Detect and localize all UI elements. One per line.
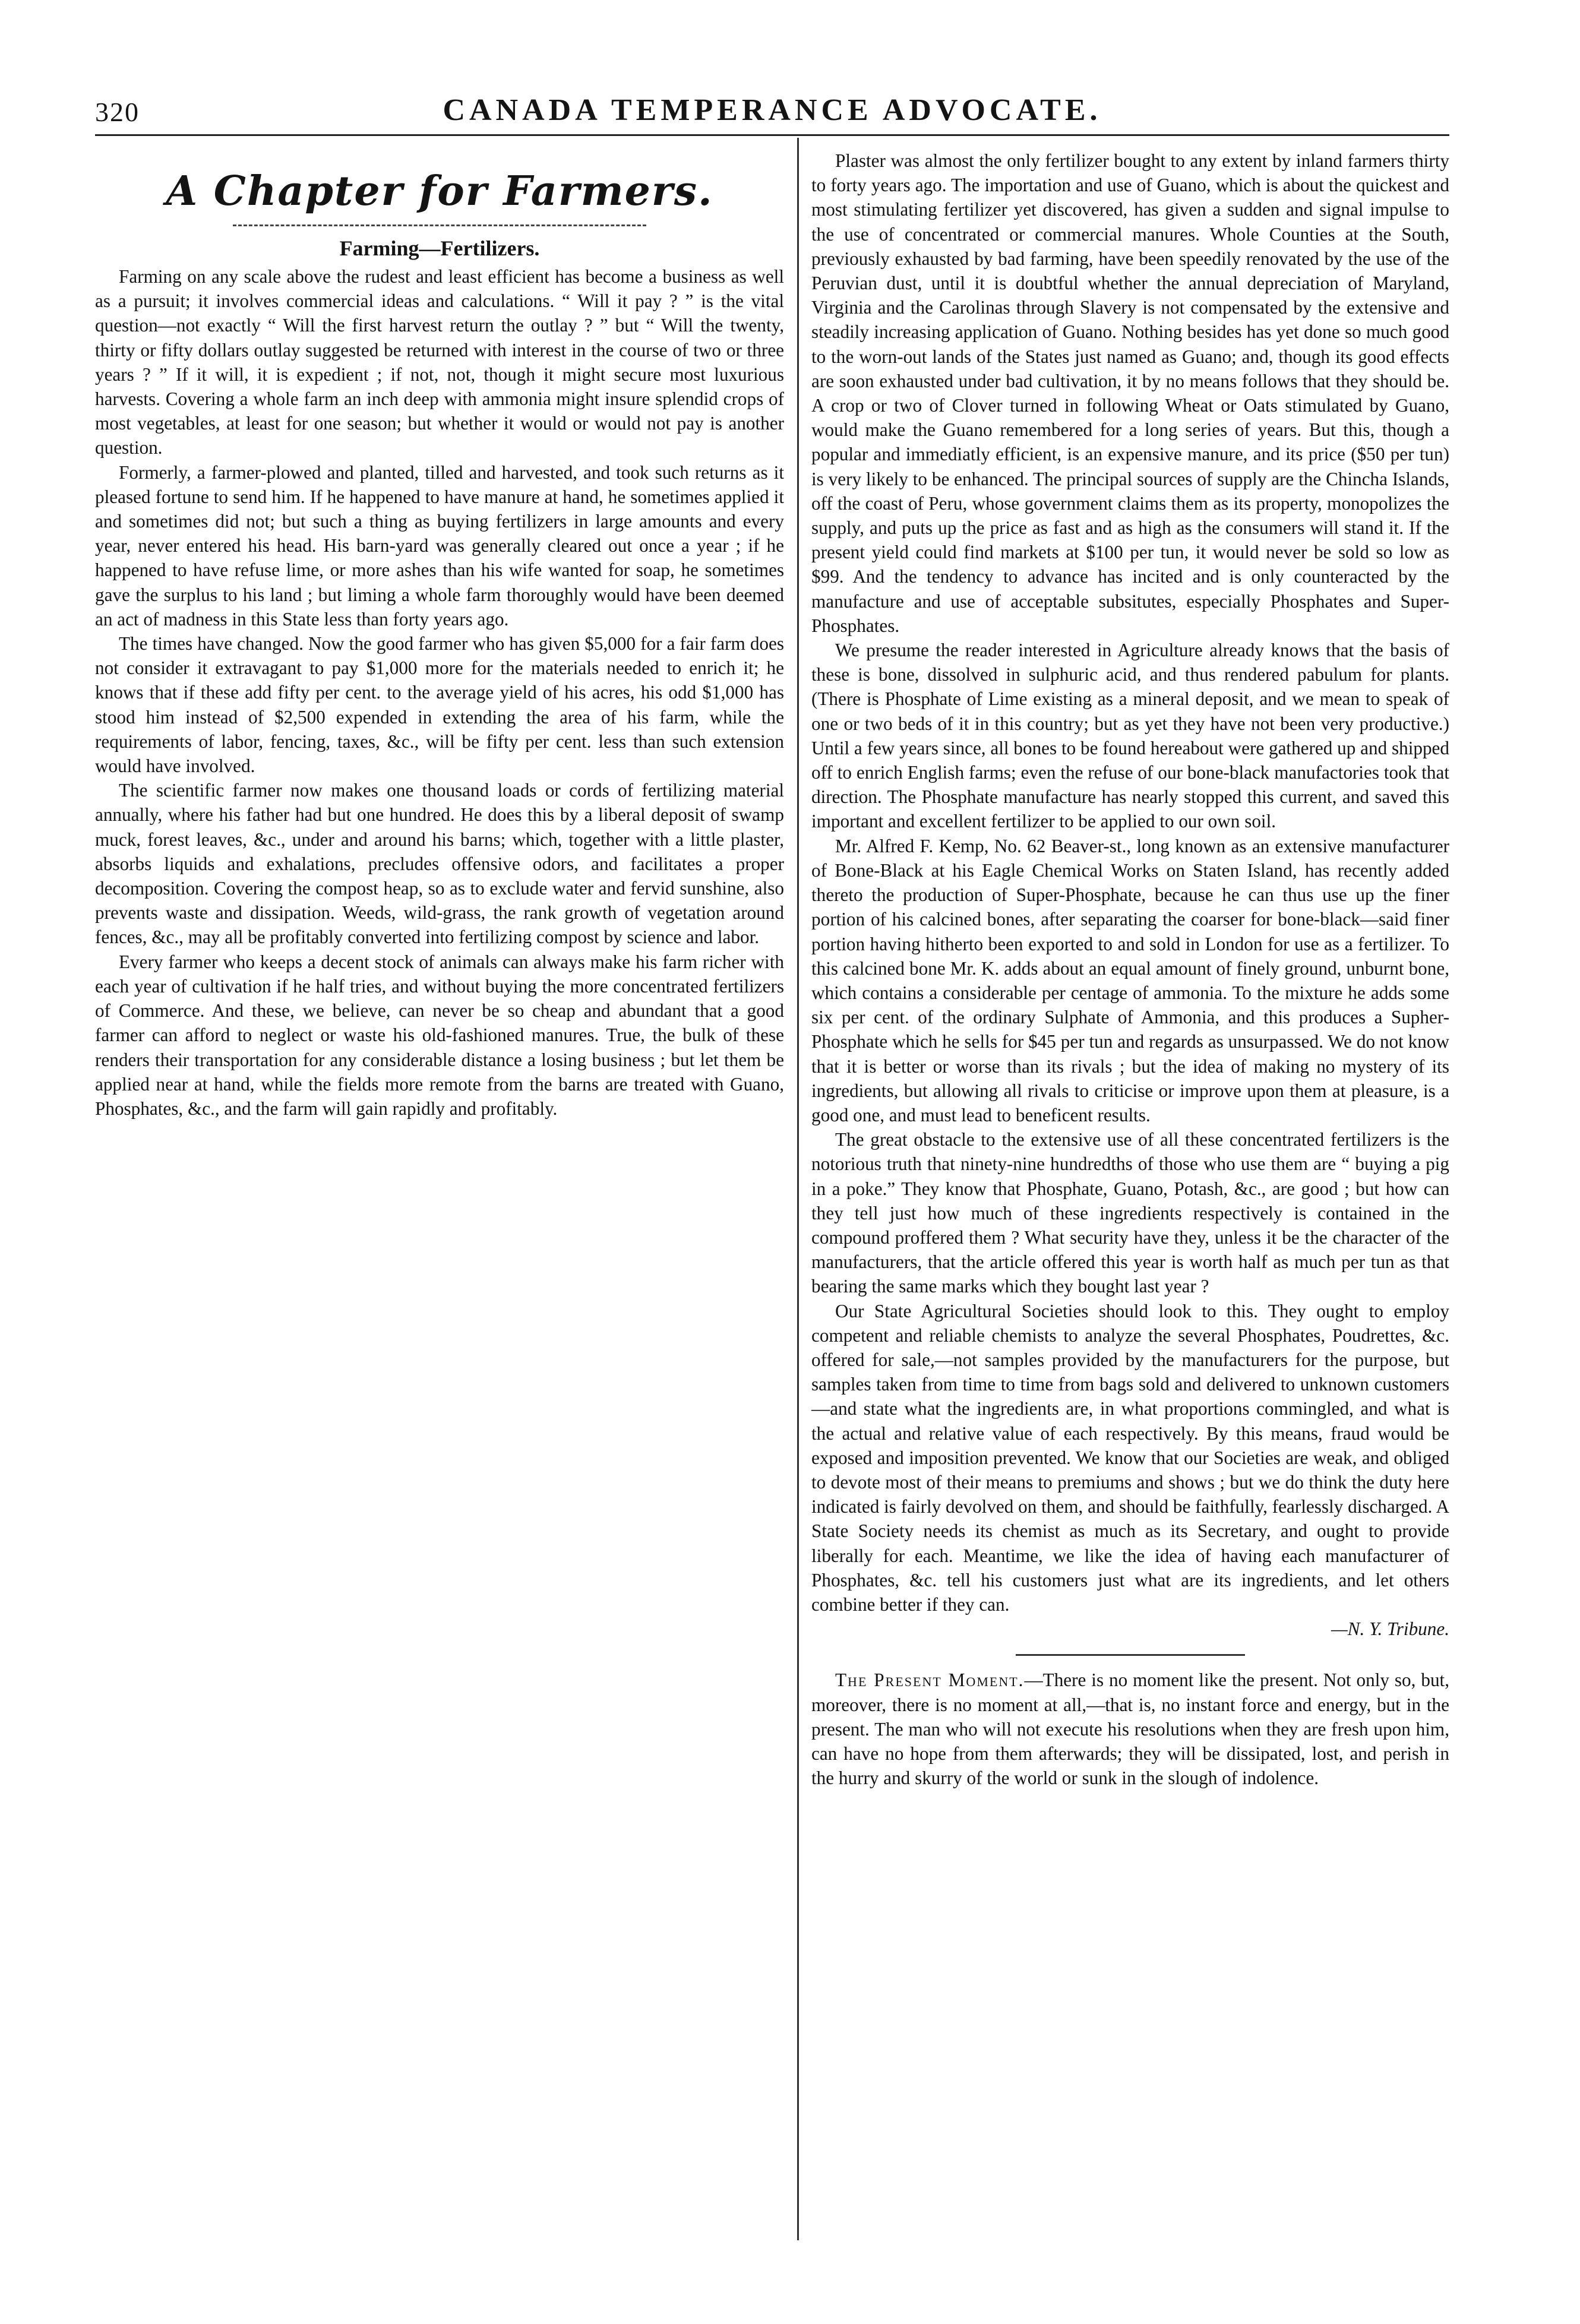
- column-divider: [797, 138, 799, 2240]
- publication-title: CANADA TEMPERANCE ADVOCATE.: [443, 93, 1102, 127]
- ornament-rule: [233, 225, 646, 226]
- article-paragraph: We presume the reader interested in Agriculture already knows that the basis of these is bone, dissolved in sulphuric acid, and thus rendered pabulum for plants. (There is Phosphate of Lime existing as a mineral deposit, and we mean to speak of one or two beds of it in this country; but as yet they have not been very productive.) Until a few years since, all bones to be found hereabout were gathered up and shipped off to enrich English farms; even the refuse of our bone-black manufactories took that direction. The Phosphate manufacture has nearly stopped this current, and saved this important and excellent fertilizer to be applied to our own soil.: [811, 640, 1449, 832]
- article-title: Farming—Fertilizers.: [339, 236, 540, 260]
- separator-rule: [1016, 1654, 1246, 1656]
- article-credit: —N. Y. Tribune.: [1331, 1618, 1449, 1640]
- header-rule: [95, 134, 1449, 136]
- snippet-lead: The Present Moment.: [835, 1670, 1025, 1691]
- article-paragraph: The great obstacle to the extensive use of all these concentrated fertilizers is the notorious truth that ninety-nine hundredths of those who use them are “ buying a pig in a poke.” They know that Phosphate, Guano, Potash, &c., are good ; but how can they tell just how much of these ingredients respectively is contained in the compound proffered them ? What security have they, unless it be the character of the manufacturers, that the article offered this year is worth half as much per tun as that bearing the same marks which they bought last year ?: [811, 1129, 1449, 1297]
- snippet-paragraph: [811, 1668, 1449, 1790]
- left-column: [95, 148, 784, 1121]
- article-paragraph: Formerly, a farmer-plowed and planted, tilled and harvested, and took such returns as it pleased fortune to send him. If he happened to have manure at hand, he sometimes applied it and sometimes did not; but such a thing as buying fertilizers in large amounts and every year, never entered his head. His barn-yard was generally cleared out once a year ; if he happened to have refuse lime, or more ashes than his wife wanted for soap, he sometimes gave the surplus to his land ; but liming a whole farm thoroughly would have been deemed an act of madness in this State less than forty years ago.: [95, 461, 784, 630]
- article-paragraph: The scientific farmer now makes one thousand loads or cords of fertilizing material annually, where his father had but one hundred. He does this by a liberal deposit of swamp muck, forest leaves, &c., under and around his barns; which, together with a little plaster, absorbs liquids and exhalations, precludes offensive odors, and facilitates a proper decomposition. Covering the compost heap, so as to exclude water and fervid sunshine, also prevents waste and dissipation. Weeds, wild-grass, the rank growth of vegetation around fences, &c., may all be profitably converted into fertilizing compost by science and labor.: [95, 780, 784, 948]
- article-paragraph: Farming on any scale above the rudest and least efficient has become a business as well as a pursuit; it involves commercial ideas and calculations. “ Will it pay ? ” is the vital question—not exactly “ Will the first harvest return the outlay ? ” but “ Will the twenty, thirty or fifty dollars outlay suggested be returned with interest in the course of two or three years ? ” If it will, it is expedient ; if not, not, though it might secure most luxurious harvests. Covering a whole farm an inch deep with ammonia might insure splendid crops of most vegetables, at least for one season; but whether it would or would not pay is another question.: [95, 266, 784, 459]
- article-paragraph: Every farmer who keeps a decent stock of animals can always make his farm richer with each year of cultivation if he half tries, and without buying the more concentrated fertilizers of Commerce. And these, we believe, can never be so cheap and abundant that a good farmer can afford to neglect or waste his old-fashioned manures. True, the bulk of these renders their transportation for any considerable distance a losing business ; but let them be applied near at hand, while the fields more remote from the barns are treated with Guano, Phosphates, &c., and the farm will gain rapidly and profitably.: [95, 951, 784, 1119]
- section-heading: A Chapter for Farmers.: [166, 167, 713, 215]
- page-header: [95, 89, 1449, 131]
- snippet-text: —There is no moment like the present. Not only so, but, moreover, there is no moment at all,—that is, no instant force and energy, but in the present. The man who will not execute his resolutions when they are fresh upon him, can have no hope from them afterwards; they will be dissipated, lost, and perish in the hurry and skurry of the world or sunk in the slough of indolence.: [811, 1670, 1450, 1789]
- article-paragraph: Plaster was almost the only fertilizer bought to any extent by inland farmers thirty to forty years ago. The importation and use of Guano, which is about the quickest and most stimulating fertilizer yet discovered, has given a sudden and signal impulse to the use of concentrated or commercial manures. Whole Counties at the South, previously exhausted by bad farming, have been speedily renovated by the use of the Peruvian dust, until it is doubtful whether the annual depreciation of Maryland, Virginia and the Carolinas through Slavery is not compensated by the extensive and steadily increasing application of Guano. Nothing besides has yet done so much good to the worn-out lands of the States just named as Guano; and, though its good effects are soon exhausted under bad cultivation, it by no means follows that they should be. A crop or two of Clover turned in following Wheat or Oats stimulated by Guano, would make the Guano remembered for a long series of years. But this, though a popular and immediatly efficient, is an expensive manure, and its price ($50 per tun) is very likely to be enhanced. The principal sources of supply are the Chincha Islands, off the coast of Peru, whose government claims them as its property, monopolizes the supply, and puts up the price as fast and as high as the consumers will stand it. If the present yield could find markets at $100 per tun, it would never be sold so low as $99. And the tendency to advance has incited and is only counteracted by the manufacture and use of acceptable subsitutes, especially Phosphates and Super-Phosphates.: [811, 150, 1449, 636]
- article-paragraph: The times have changed. Now the good farmer who has given $5,000 for a fair farm does not consider it extravagant to pay $1,000 more for the materials needed to enrich it; he knows that if these add fifty per cent. to the average yield of his acres, his odd $1,000 has stood him instead of $2,500 expended in extending the area of his farm, while the requirements of labor, fencing, taxes, &c., will be fifty per cent. less than such extension would have involved.: [95, 633, 784, 777]
- article-paragraph: Mr. Alfred F. Kemp, No. 62 Beaver-st., long known as an extensive manufacturer of Bone-Black at his Eagle Chemical Works on Staten Island, has recently added thereto the production of Super-Phosphate, because he can thus use up the finer portion of his calcined bones, after separating the coarser for bone-black—said finer portion having hitherto been exported to and sold in London for use as a fertilizer. To this calcined bone Mr. K. adds about an equal amount of finely ground, unburnt bone, which contains a considerable per centage of ammonia. To the mixture he adds some six per cent. of the ordinary Sulphate of Ammonia, and this produces a Supher-Phosphate which he sells for $45 per tun and regards as unsurpassed. We do not know that it is better or worse than its rivals ; but the idea of making no mystery of its ingredients, but allowing all rivals to criticise or improve upon them at pleasure, is a good one, and must lead to beneficent results.: [811, 835, 1449, 1125]
- right-column: [811, 148, 1449, 1790]
- article-paragraph: Our State Agricultural Societies should look to this. They ought to employ competent and reliable chemists to analyze the several Phosphates, Poudrettes, &c. offered for sale,—not samples provided by the manufacturers for the purpose, but samples taken from time to time from bags sold and delivered to unknown customers—and state what the ingredients are, in what proportions commingled, and what is the actual and relative value of each respectively. By this means, fraud would be exposed and imposition prevented. We know that our Societies are weak, and obliged to devote most of their means to premiums and shows ; but we do think the duty here indicated is fairly devolved on them, and should be faithfully, fearlessly discharged. A State Society needs its chemist as much as its Secretary, and ought to provide liberally for each. Meantime, we like the idea of having each manufacturer of Phosphates, &c. tell his customers just what are its ingredients, and let others combine better if they can.: [811, 1300, 1449, 1615]
- page-number: 320: [95, 97, 140, 127]
